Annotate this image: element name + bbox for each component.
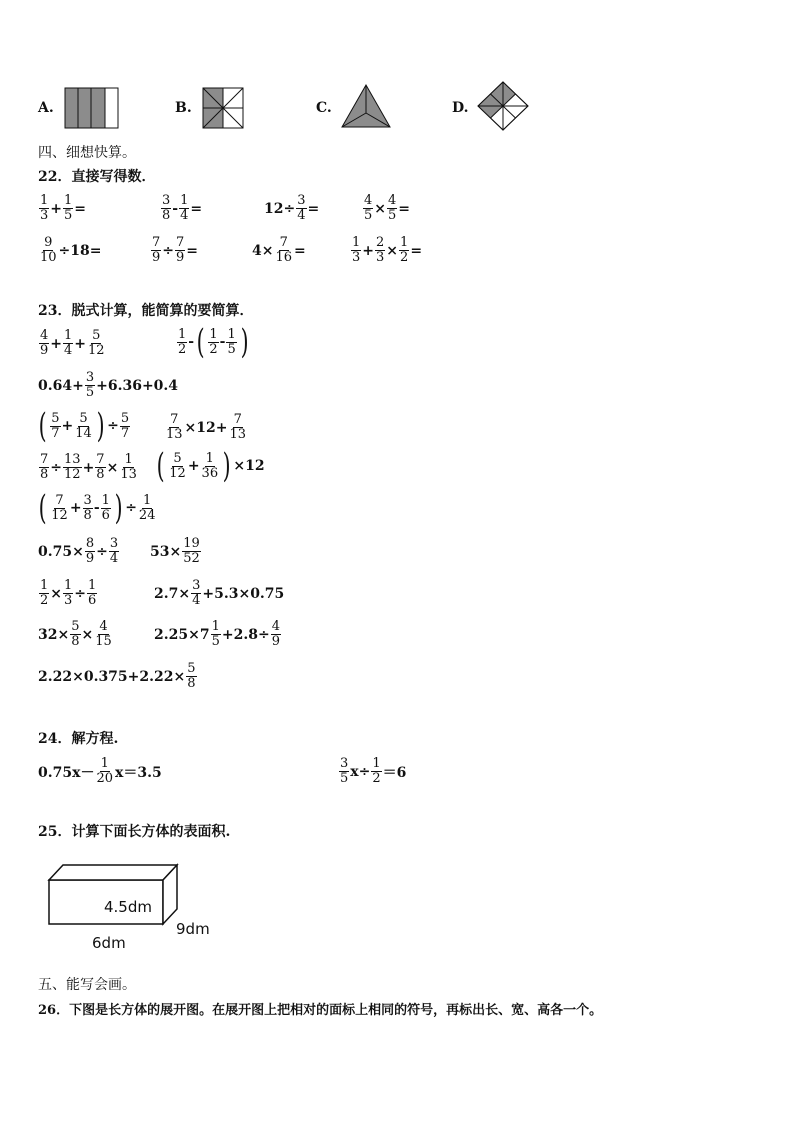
fraction-numerator: 1 bbox=[180, 193, 189, 208]
fraction-numerator: 7 bbox=[233, 412, 242, 427]
fraction-numerator: 19 bbox=[183, 536, 200, 551]
fraction-numerator: 7 bbox=[40, 452, 49, 467]
fraction bbox=[74, 412, 93, 441]
fraction-denominator: 20 bbox=[96, 771, 113, 786]
fraction-denominator: 3 bbox=[352, 250, 361, 265]
expression-text: × bbox=[374, 200, 387, 217]
q23-item-10 bbox=[150, 537, 202, 566]
fraction bbox=[83, 494, 93, 523]
fraction-numerator: 3 bbox=[297, 193, 306, 208]
fraction-denominator: 4 bbox=[180, 208, 189, 223]
fraction bbox=[119, 453, 138, 482]
fraction-denominator: 2 bbox=[209, 341, 218, 357]
fraction bbox=[39, 453, 49, 482]
open-paren: ( bbox=[156, 446, 165, 486]
q23-item-5 bbox=[164, 413, 248, 442]
fraction bbox=[63, 579, 73, 608]
fraction-denominator: 8 bbox=[162, 208, 171, 223]
cuboid-width-label: 9dm bbox=[176, 920, 210, 938]
fraction bbox=[138, 494, 157, 523]
fraction bbox=[39, 579, 49, 608]
expression-text: 4× bbox=[252, 242, 274, 259]
fraction bbox=[70, 620, 80, 649]
expression-text: = bbox=[186, 242, 199, 259]
fraction-numerator: 5 bbox=[79, 410, 88, 426]
fraction-numerator: 4 bbox=[99, 619, 108, 634]
fraction-denominator: 15 bbox=[95, 634, 112, 649]
fraction-denominator: 5 bbox=[85, 385, 95, 400]
fraction-denominator: 7 bbox=[51, 425, 60, 441]
expression-text: ÷ bbox=[125, 500, 137, 516]
fraction bbox=[39, 329, 49, 358]
fraction-numerator: 1 bbox=[40, 578, 49, 593]
fraction bbox=[211, 620, 221, 649]
fraction-numerator: 9 bbox=[44, 235, 53, 250]
expression-text: 12÷ bbox=[264, 200, 296, 217]
expression-text: = bbox=[307, 200, 320, 217]
fraction-numerator: 1 bbox=[211, 619, 220, 634]
fraction-denominator: 12 bbox=[51, 507, 68, 523]
section-5-heading: 五、能写会画。 bbox=[38, 977, 136, 993]
fraction-numerator: 3 bbox=[85, 370, 95, 385]
fraction bbox=[95, 453, 105, 482]
fraction bbox=[191, 579, 201, 608]
q22-item-4 bbox=[362, 194, 410, 223]
fraction bbox=[39, 194, 49, 223]
close-paren: ) bbox=[114, 488, 123, 528]
fraction bbox=[371, 757, 381, 786]
expression-text: ÷ bbox=[107, 418, 119, 434]
fraction bbox=[39, 236, 58, 265]
expression-text: + bbox=[50, 335, 63, 352]
fraction-denominator: 4 bbox=[64, 343, 73, 358]
expression-text: 53× bbox=[150, 543, 182, 560]
q23-item-6 bbox=[38, 453, 139, 482]
fraction-denominator: 5 bbox=[211, 634, 220, 649]
fraction-denominator: 8 bbox=[40, 467, 49, 482]
fraction-denominator: 2 bbox=[372, 771, 381, 786]
expression-text: + bbox=[74, 335, 87, 352]
fraction-denominator: 5 bbox=[364, 208, 373, 223]
fraction-denominator: 36 bbox=[201, 465, 219, 481]
expression-text: +5.3×0.75 bbox=[202, 585, 285, 602]
expression-text: × bbox=[81, 626, 94, 643]
fraction-denominator: 9 bbox=[176, 250, 185, 265]
section-4-heading: 四、细想快算。 bbox=[38, 145, 136, 161]
question-26-title: 26．下图是长方体的展开图。在展开图上把相对的面标上相同的符号，再标出长、宽、高各一个。 bbox=[38, 1003, 603, 1018]
fraction-numerator: 1 bbox=[227, 326, 236, 342]
q23-item-1 bbox=[38, 329, 107, 358]
expression-text: ×12 bbox=[233, 458, 265, 474]
fraction-numerator: 1 bbox=[352, 235, 361, 250]
expression-text: × bbox=[386, 242, 399, 259]
fraction-denominator: 14 bbox=[75, 425, 92, 441]
fraction-numerator: 7 bbox=[152, 235, 161, 250]
fraction bbox=[271, 620, 281, 649]
fraction-numerator: 1 bbox=[400, 235, 409, 250]
fraction bbox=[151, 236, 161, 265]
fraction-denominator: 12 bbox=[64, 467, 81, 482]
expression-text: + bbox=[187, 458, 200, 474]
expression-text: ÷ bbox=[50, 459, 63, 476]
expression-text: - bbox=[188, 334, 195, 350]
fraction-denominator: 8 bbox=[71, 634, 80, 649]
fraction-denominator: 4 bbox=[192, 593, 201, 608]
fraction-numerator: 1 bbox=[124, 452, 133, 467]
fraction bbox=[339, 757, 349, 786]
fraction-denominator: 2 bbox=[40, 593, 49, 608]
option-b-label: B. bbox=[175, 100, 192, 116]
option-c-shaded-triangle bbox=[340, 83, 392, 129]
fraction bbox=[50, 494, 69, 523]
fraction-denominator: 10 bbox=[40, 250, 57, 265]
close-paren: ) bbox=[222, 446, 231, 486]
expression-text: = bbox=[398, 200, 411, 217]
expression-text: x÷ bbox=[350, 763, 371, 780]
cuboid-length-label: 6dm bbox=[92, 934, 126, 952]
expression-text: = bbox=[410, 242, 423, 259]
expression-text: +6.36+0.4 bbox=[96, 377, 179, 394]
fraction-numerator: 5 bbox=[51, 410, 60, 426]
expression-text: + bbox=[69, 500, 82, 516]
fraction-numerator: 1 bbox=[209, 326, 218, 342]
fraction-denominator: 16 bbox=[275, 250, 293, 265]
fraction-numerator: 1 bbox=[64, 193, 73, 208]
fraction-denominator: 8 bbox=[96, 467, 105, 482]
q23-item-15 bbox=[38, 662, 198, 691]
q24-equation-1 bbox=[38, 757, 162, 786]
fraction-numerator: 5 bbox=[71, 619, 80, 634]
fraction-denominator: 4 bbox=[297, 208, 306, 223]
fraction-denominator: 6 bbox=[101, 507, 110, 523]
close-paren: ) bbox=[96, 406, 105, 446]
expression-text: ÷ bbox=[162, 242, 175, 259]
fraction bbox=[201, 452, 220, 481]
fraction-numerator: 1 bbox=[205, 450, 214, 466]
open-paren: ( bbox=[38, 488, 47, 528]
fraction-numerator: 3 bbox=[192, 578, 201, 593]
expression-text: = bbox=[294, 242, 306, 259]
q23-item-2 bbox=[176, 322, 251, 362]
option-d-label: D. bbox=[452, 100, 469, 116]
fraction-denominator: 12 bbox=[169, 465, 186, 481]
fraction bbox=[182, 537, 201, 566]
expression-text: +2.8÷ bbox=[221, 626, 270, 643]
expression-text: + bbox=[362, 242, 375, 259]
expression-text: = bbox=[190, 200, 203, 217]
fraction-numerator: 1 bbox=[100, 756, 109, 771]
fraction bbox=[226, 328, 236, 357]
fraction bbox=[165, 413, 184, 442]
fraction-denominator: 8 bbox=[187, 676, 196, 691]
fraction-numerator: 13 bbox=[64, 452, 81, 467]
cuboid-figure bbox=[46, 862, 226, 958]
q23-item-4 bbox=[36, 406, 131, 446]
expression-text: × bbox=[106, 459, 119, 476]
fraction-numerator: 1 bbox=[64, 328, 73, 343]
fraction-numerator: 3 bbox=[109, 536, 119, 551]
fraction bbox=[274, 236, 293, 265]
fraction bbox=[399, 236, 409, 265]
q22-item-3 bbox=[264, 194, 319, 223]
fraction-denominator: 9 bbox=[271, 634, 280, 649]
expression-text: ÷18= bbox=[58, 242, 102, 259]
q23-item-11 bbox=[38, 579, 98, 608]
fraction-numerator: 7 bbox=[279, 235, 288, 250]
fraction bbox=[351, 236, 361, 265]
fraction bbox=[363, 194, 373, 223]
q23-item-8 bbox=[36, 488, 157, 528]
fraction-denominator: 6 bbox=[88, 593, 97, 608]
fraction-denominator: 3 bbox=[40, 208, 49, 223]
fraction-numerator: 5 bbox=[92, 328, 101, 343]
fraction-numerator: 1 bbox=[101, 492, 110, 508]
expression-text: 2.25×7 bbox=[154, 626, 210, 643]
expression-text: 32× bbox=[38, 626, 70, 643]
fraction-denominator: 13 bbox=[229, 427, 247, 442]
fraction-numerator: 5 bbox=[173, 450, 182, 466]
question-25-title: 25．计算下面长方体的表面积. bbox=[38, 824, 231, 840]
option-c-label: C. bbox=[316, 100, 332, 116]
q22-item-2 bbox=[160, 194, 202, 223]
fraction-numerator: 1 bbox=[88, 578, 97, 593]
fraction bbox=[168, 452, 187, 481]
q22-item-7 bbox=[252, 236, 306, 265]
fraction-numerator: 2 bbox=[376, 235, 385, 250]
question-24-title: 24．解方程. bbox=[38, 731, 119, 747]
fraction-denominator: 3 bbox=[64, 593, 73, 608]
q22-item-5 bbox=[38, 236, 102, 265]
fraction bbox=[87, 329, 106, 358]
expression-text: ÷ bbox=[96, 543, 108, 560]
q24-equation-2 bbox=[338, 757, 406, 786]
fraction-denominator: 24 bbox=[138, 507, 156, 523]
fraction-denominator: 9 bbox=[85, 551, 95, 566]
fraction-numerator: 7 bbox=[96, 452, 105, 467]
fraction-denominator: 3 bbox=[376, 250, 385, 265]
expression-text: - bbox=[172, 200, 179, 217]
expression-text: 0.75x－ bbox=[38, 764, 95, 781]
expression-text: x＝3.5 bbox=[115, 764, 162, 781]
fraction-numerator: 4 bbox=[40, 328, 49, 343]
open-paren: ( bbox=[196, 322, 205, 362]
option-a-shaded-rectangle bbox=[64, 87, 120, 129]
cuboid-drawing bbox=[46, 862, 182, 926]
fraction bbox=[63, 329, 73, 358]
q23-item-13 bbox=[38, 620, 114, 649]
fraction bbox=[229, 413, 248, 442]
fraction-numerator: 5 bbox=[120, 410, 130, 426]
fraction bbox=[179, 194, 189, 223]
expression-text: ÷ bbox=[74, 585, 87, 602]
close-paren: ) bbox=[240, 322, 249, 362]
fraction-denominator: 9 bbox=[40, 343, 49, 358]
q23-item-9 bbox=[38, 537, 120, 566]
q23-item-12 bbox=[154, 579, 284, 608]
fraction-denominator: 8 bbox=[83, 507, 92, 523]
fraction-numerator: 5 bbox=[187, 661, 196, 676]
q23-item-14 bbox=[154, 620, 282, 649]
fraction-denominator: 5 bbox=[388, 208, 397, 223]
q22-item-8 bbox=[350, 236, 422, 265]
fraction-numerator: 1 bbox=[372, 756, 381, 771]
fraction-numerator: 1 bbox=[143, 492, 152, 508]
fraction-numerator: 1 bbox=[40, 193, 49, 208]
fraction-denominator: 5 bbox=[340, 771, 349, 786]
fraction-numerator: 4 bbox=[364, 193, 373, 208]
fraction-numerator: 3 bbox=[162, 193, 171, 208]
fraction bbox=[87, 579, 97, 608]
fraction-denominator: 7 bbox=[120, 425, 130, 441]
q23-item-7 bbox=[154, 446, 265, 486]
fraction bbox=[85, 537, 95, 566]
q22-item-6 bbox=[150, 236, 198, 265]
option-b-shaded-square bbox=[202, 87, 246, 129]
fraction bbox=[109, 537, 119, 566]
fraction bbox=[50, 412, 60, 441]
fraction-numerator: 4 bbox=[388, 193, 397, 208]
expression-text: 0.75× bbox=[38, 543, 84, 560]
fraction-denominator: 12 bbox=[88, 343, 105, 358]
fraction-denominator: 5 bbox=[64, 208, 73, 223]
expression-text: ×12+ bbox=[184, 419, 228, 436]
fraction-denominator: 9 bbox=[152, 250, 161, 265]
fraction-denominator: 13 bbox=[120, 467, 137, 482]
expression-text: + bbox=[82, 459, 95, 476]
fraction-denominator: 5 bbox=[227, 341, 236, 357]
fraction-denominator: 2 bbox=[178, 341, 187, 357]
fraction-numerator: 8 bbox=[85, 536, 95, 551]
option-a-label: A. bbox=[38, 100, 54, 116]
fraction-numerator: 7 bbox=[55, 492, 64, 508]
expression-text: 2.22×0.375+2.22× bbox=[38, 668, 186, 685]
fraction-denominator: 52 bbox=[183, 551, 200, 566]
cuboid-height-label: 4.5dm bbox=[104, 898, 152, 916]
fraction-numerator: 1 bbox=[64, 578, 73, 593]
fraction-denominator: 13 bbox=[166, 427, 183, 442]
fraction bbox=[120, 412, 130, 441]
fraction bbox=[63, 453, 82, 482]
fraction bbox=[85, 371, 95, 400]
fraction-numerator: 3 bbox=[340, 756, 349, 771]
fraction bbox=[208, 328, 218, 357]
fraction-numerator: 3 bbox=[83, 492, 92, 508]
fraction bbox=[63, 194, 73, 223]
q23-item-3 bbox=[38, 371, 178, 400]
fraction bbox=[94, 620, 113, 649]
expression-text: ＝6 bbox=[382, 764, 407, 781]
question-23-title: 23．脱式计算，能简算的要简算． bbox=[38, 303, 254, 319]
option-d-shaded-diamond bbox=[476, 81, 530, 131]
expression-text: 0.64+ bbox=[38, 377, 84, 394]
expression-text: + bbox=[61, 418, 74, 434]
expression-text: = bbox=[74, 200, 87, 217]
fraction bbox=[177, 328, 187, 357]
fraction-numerator: 1 bbox=[178, 326, 187, 342]
fraction bbox=[175, 236, 185, 265]
fraction-denominator: 2 bbox=[400, 250, 409, 265]
expression-text: × bbox=[50, 585, 63, 602]
open-paren: ( bbox=[38, 406, 47, 446]
expression-text: + bbox=[50, 200, 63, 217]
expression-text: 2.7× bbox=[154, 585, 191, 602]
expression-text: - bbox=[93, 500, 100, 516]
fraction-numerator: 4 bbox=[271, 619, 280, 634]
fraction-numerator: 7 bbox=[170, 412, 179, 427]
fraction bbox=[95, 757, 114, 786]
fraction-denominator: 4 bbox=[109, 551, 119, 566]
fraction bbox=[387, 194, 397, 223]
fraction bbox=[161, 194, 171, 223]
fraction bbox=[296, 194, 306, 223]
expression-text: - bbox=[219, 334, 226, 350]
fraction-numerator: 7 bbox=[176, 235, 185, 250]
fraction bbox=[186, 662, 196, 691]
fraction bbox=[101, 494, 111, 523]
q22-item-1 bbox=[38, 194, 86, 223]
fraction bbox=[375, 236, 385, 265]
question-22-title: 22．直接写得数． bbox=[38, 169, 156, 185]
